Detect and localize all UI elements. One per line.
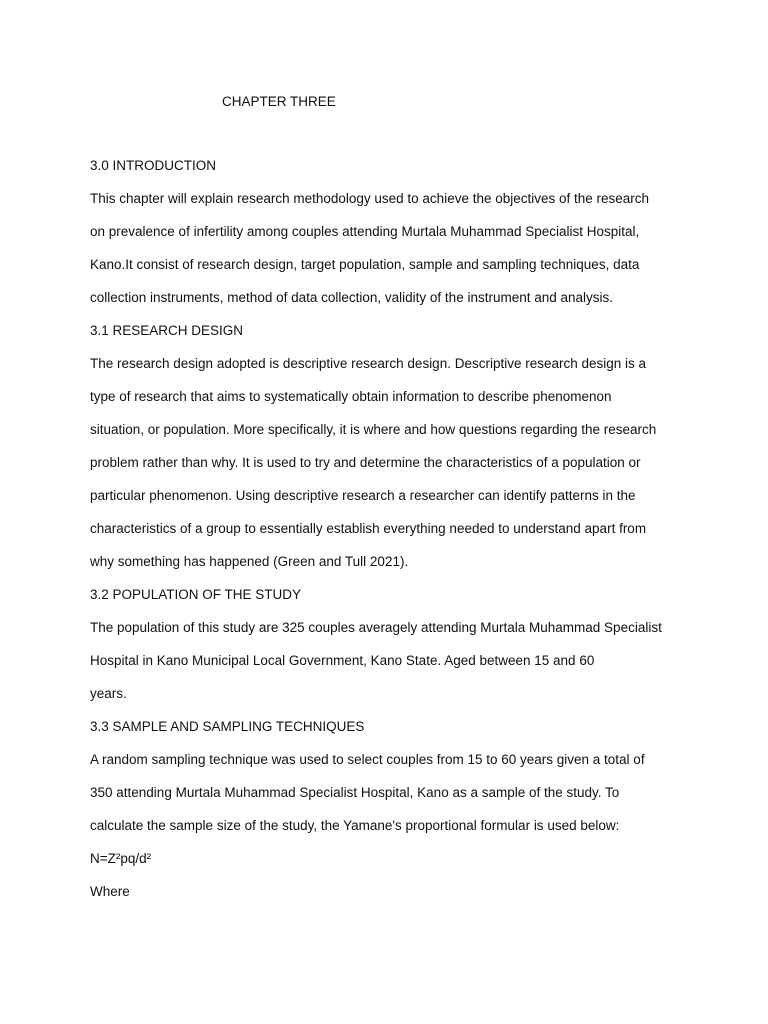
text-line: A random sampling technique was used to select couples from 15 to 60 years given a total of bbox=[90, 752, 645, 767]
text-line: type of research that aims to systematically obtain information to describe phenomenon bbox=[90, 389, 612, 404]
section-heading: 3.2 POPULATION OF THE STUDY bbox=[90, 587, 302, 602]
document-body bbox=[90, 158, 710, 917]
section-sampling bbox=[90, 719, 710, 900]
section-heading: 3.0 INTRODUCTION bbox=[90, 158, 217, 173]
text-line: The research design adopted is descriptive research design. Descriptive research design is a bbox=[90, 356, 647, 371]
text-line: particular phenomenon. Using descriptive research a researcher can identify patterns in the bbox=[90, 488, 636, 503]
text-line: The population of this study are 325 couples averagely attending Murtala Muhammad Specialist bbox=[90, 620, 662, 635]
section-population bbox=[90, 587, 710, 702]
paragraph bbox=[90, 356, 710, 570]
text-line: characteristics of a group to essentially establish everything needed to understand apart from bbox=[90, 521, 647, 536]
text-line: Hospital in Kano Municipal Local Government, Kano State. Aged between 15 and 60 bbox=[90, 653, 595, 668]
text-line: Where bbox=[90, 884, 130, 899]
paragraph bbox=[90, 191, 710, 306]
section-introduction bbox=[90, 158, 710, 306]
text-line: calculate the sample size of the study, the Yamane's proportional formular is used below: bbox=[90, 818, 620, 833]
paragraph bbox=[90, 620, 710, 702]
text-line: 350 attending Murtala Muhammad Specialist Hospital, Kano as a sample of the study. To bbox=[90, 785, 620, 800]
text-line: situation, or population. More specifically, it is where and how questions regarding the research bbox=[90, 422, 657, 437]
section-research-design bbox=[90, 323, 710, 570]
section-heading: 3.1 RESEARCH DESIGN bbox=[90, 323, 244, 338]
text-line: why something has happened (Green and Tull 2021). bbox=[90, 554, 409, 569]
text-line: years. bbox=[90, 686, 127, 701]
text-line: problem rather than why. It is used to try and determine the characteristics of a population or bbox=[90, 455, 641, 470]
section-heading: 3.3 SAMPLE AND SAMPLING TECHNIQUES bbox=[90, 719, 365, 734]
text-line: on prevalence of infertility among couples attending Murtala Muhammad Specialist Hospital, bbox=[90, 224, 640, 239]
paragraph bbox=[90, 752, 710, 900]
chapter-title: CHAPTER THREE bbox=[222, 94, 336, 109]
formula: N=Z²pq/d² bbox=[90, 851, 152, 866]
text-line: collection instruments, method of data collection, validity of the instrument and analysis. bbox=[90, 290, 614, 305]
text-line: Kano.It consist of research design, target population, sample and sampling techniques, data bbox=[90, 257, 640, 272]
text-line: This chapter will explain research methodology used to achieve the objectives of the research bbox=[90, 191, 650, 206]
